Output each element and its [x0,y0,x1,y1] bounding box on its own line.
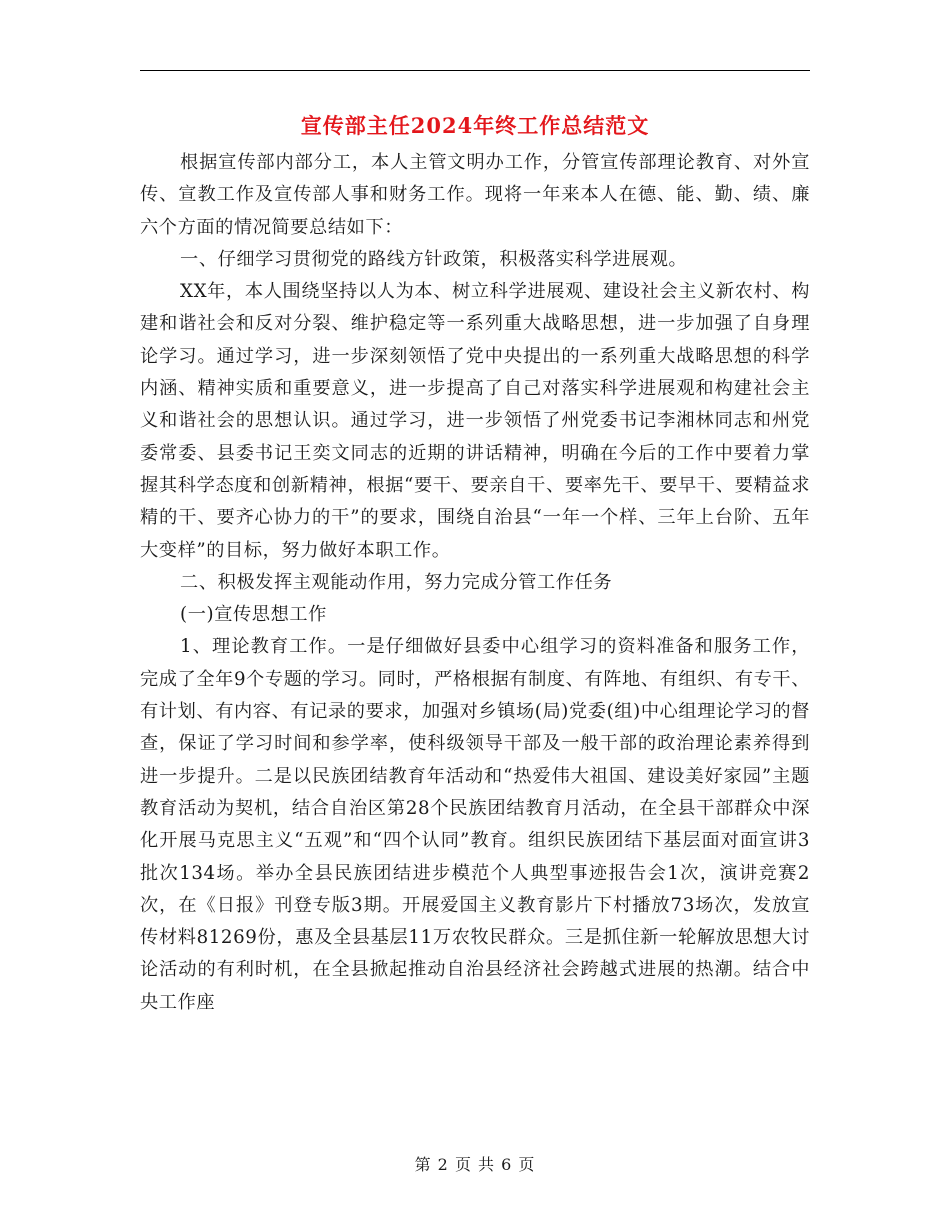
paragraph-subsection-heading: (一)宣传思想工作 [180,604,327,626]
document-body [140,147,810,1019]
paragraph-section-1-body: XX年，本人围绕坚持以人为本、树立科学进展观、建设社会主义新农村、构建和谐社会和反对分裂、维护稳定等一系列重大战略思想，进一步加强了自身理论学习。通过学习，进一步深刻领悟了党中央提出的一系列重大战略思想的科学内涵、精神实质和重要意义，进一步提高了自己对落实科学进展观和构建社会主义和谐社会的思想认识。通过学习，进一步领悟了州党委书记李湘林同志和州党委常委、县委书记王奕文同志的近期的讲话精神，明确在今后的工作中要着力掌握其科学态度和创新精神，根据“要干、要亲自干、要率先干、要早干、要精益求精的干、要齐心协力的干”的要求，围绕自治县“一年一个样、三年上台阶、五年大变样”的目标，努力做好本职工作。 [140,281,810,561]
paragraph-section-2-heading: 二、积极发挥主观能动作用，努力完成分管工作任务 [180,571,613,593]
paragraph-section-1-heading: 一、仔细学习贯彻党的路线方针政策，积极落实科学进展观。 [180,248,688,270]
page-footer [0,1152,950,1175]
document-title: 宣传部主任2024年终工作总结范文 [300,113,650,138]
paragraph-intro: 根据宣传部内部分工，本人主管文明办工作，分管宣传部理论教育、对外宣传、宣教工作及宣传部人事和财务工作。现将一年来本人在德、能、勤、绩、廉六个方面的情况简要总结如下： [140,152,810,238]
page-number: 第 2 页 共 6 页 [414,1155,536,1174]
paragraph-theory-education: 1、理论教育工作。一是仔细做好县委中心组学习的资料准备和服务工作，完成了全年9个专题的学习。同时，严格根据有制度、有阵地、有组织、有专干、有计划、有内容、有记录的要求，加强对乡镇场(局)党委(组)中心组理论学习的督查，保证了学习时间和参学率，使科级领导干部及一般干部的政治理论素养得到进一步提升。二是以民族团结教育年活动和“热爱伟大祖国、建设美好家园”主题教育活动为契机，结合自治区第28个民族团结教育月活动，在全县干部群众中深化开展马克思主义“五观”和“四个认同”教育。组织民族团结下基层面对面宣讲3批次134场。举办全县民族团结进步模范个人典型事迹报告会1次，演讲竞赛2次，在《日报》刊登专版3期。开展爱国主义教育影片下村播放73场次，发放宣传材料81269份，惠及全县基层11万农牧民群众。三是抓住新一轮解放思想大讨论活动的有利时机，在全县掀起推动自治县经济社会跨越式进展的热潮。结合中央工作座 [140,636,810,1013]
header-rule [140,70,810,71]
